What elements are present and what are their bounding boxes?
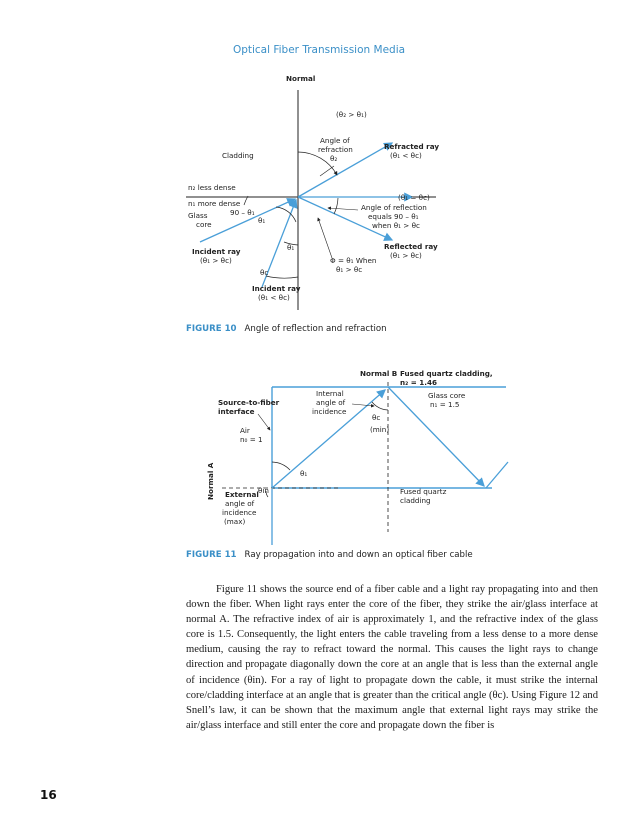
- fig11-normal-a: Normal A: [206, 462, 215, 500]
- fig10-theta1-b: θ₁: [287, 243, 295, 252]
- fig10-phi-line1: Φ = θ₁ When: [330, 256, 377, 265]
- fig10-incident-ray-1: Incident ray: [192, 247, 241, 256]
- body-text: [186, 582, 598, 733]
- fig10-theta2-gt-theta1: (θ₂ > θ₁): [336, 110, 367, 119]
- fig10-angle-reflection-2: equals 90 – θ₁: [368, 212, 419, 221]
- fig11-internal-1: Internal: [316, 389, 344, 398]
- fig10-incident-ray-2: Incident ray: [252, 284, 301, 293]
- fig11-fused-cladding-1: Fused quartz cladding,: [400, 369, 493, 378]
- fig10-angle-refraction-2: refraction: [318, 145, 353, 154]
- arc-theta1: [272, 462, 290, 470]
- leader-internal: [352, 404, 374, 406]
- fig11-source-2: interface: [218, 407, 255, 416]
- figure-11-caption-number: FIGURE 11: [186, 550, 237, 560]
- fig10-n2-less-dense: n₂ less dense: [188, 183, 236, 192]
- fig11-fused-quartz-1: Fused quartz: [400, 487, 447, 496]
- arc-thetac: [372, 402, 388, 410]
- page-number: 16: [40, 788, 57, 802]
- internal-ray-3: [486, 462, 508, 488]
- figure-10-caption-text: Angle of reflection and refraction: [244, 324, 387, 334]
- running-header: Optical Fiber Transmission Media: [232, 44, 406, 56]
- fig10-cladding: Cladding: [222, 151, 254, 160]
- fig10-theta1-a: θ₁: [258, 216, 266, 225]
- fig10-n1-more-dense: n₁ more dense: [188, 199, 241, 208]
- leader-reflection: [328, 208, 358, 210]
- fig10-theta2: θ₂: [330, 154, 338, 163]
- fig10-reflected-cond: (θ₁ > θc): [390, 251, 422, 260]
- fig11-theta-in: θin: [258, 486, 269, 495]
- fig10-refracted-cond: (θ₁ < θc): [390, 151, 422, 160]
- fig11-internal-3: incidence: [312, 407, 347, 416]
- fig11-external-3: incidence: [222, 508, 257, 517]
- fig10-theta1-eq-thetac: (θ₁ = θc): [398, 193, 430, 202]
- fig11-internal-2: angle of: [316, 398, 346, 407]
- fig10-refracted-ray: Refracted ray: [384, 142, 440, 151]
- fig11-fused-quartz-2: cladding: [400, 496, 431, 505]
- fig11-min: (min): [370, 425, 390, 434]
- fig10-thetac: θc: [260, 268, 269, 277]
- fig11-air: Air: [240, 426, 250, 435]
- figure-10-caption-number: FIGURE 10: [186, 324, 237, 334]
- fig11-air-n: n₀ = 1: [240, 435, 263, 444]
- figure-11-caption: [186, 550, 473, 560]
- fig10-phi-line2: θ₁ > θc: [336, 265, 363, 274]
- fig10-90-minus-theta1: 90 – θ₁: [230, 208, 255, 217]
- fig10-reflected-ray: Reflected ray: [384, 242, 438, 251]
- figure-10-caption: [186, 324, 387, 334]
- leader-phi: [318, 218, 332, 258]
- fig10-glass: Glass: [188, 211, 208, 220]
- figure-11-caption-text: Ray propagation into and down an optical fiber cable: [244, 550, 473, 560]
- fig11-thetac: θc: [372, 413, 381, 422]
- fig11-max: (max): [224, 517, 246, 526]
- fig10-angle-reflection-3: when θ₁ > θc: [372, 221, 420, 230]
- leader-source: [258, 414, 270, 430]
- fig10-normal: Normal: [286, 74, 316, 83]
- fig10-angle-refraction-1: Angle of: [320, 136, 350, 145]
- arc-reflection: [334, 198, 338, 214]
- fig11-external-1: External: [225, 490, 259, 499]
- fig10-incident-ray-1-cond: (θ₁ > θc): [200, 256, 232, 265]
- fig11-glass-core-n: n₁ = 1.5: [430, 400, 460, 409]
- fig10-core: core: [196, 220, 212, 229]
- arc-thetac: [266, 276, 298, 278]
- fig11-fused-cladding-2: n₂ = 1.46: [400, 378, 438, 387]
- leader-refraction: [320, 166, 334, 176]
- figure-10: [186, 74, 439, 310]
- fig10-incident-ray-2-cond: (θ₁ < θc): [258, 293, 290, 302]
- body-paragraph: Figure 11 shows the source end of a fiber cable and a light ray propagating into and then down the fiber. When light rays enter the core of the fiber, they strike the air/glass interface at normal A. The refractive index of air is approximately 1, and the refractive index of the glass core is 1.5. Consequently, the light enters the cable traveling from a less dense to a more dense medium, causing the ray to refract toward the normal. This causes the light rays to change direction and propagate diagonally down the core at an angle that is less than the external angle of incidence (θin). For a ray of light to propagate down the cable, it must strike the internal core/cladding interface at an angle that is greater than the critical angle (θc). Using Figure 12 and Snell’s law, it can be shown that the maximum angle that external light rays may strike the air/glass interface and still enter the core and propagate down the fiber is: [186, 584, 598, 731]
- fig11-normal-b: Normal B: [360, 369, 398, 378]
- fig11-external-2: angle of: [225, 499, 255, 508]
- figure-11: [206, 369, 508, 545]
- fig11-theta1: θ₁: [300, 469, 308, 478]
- fig11-source-1: Source-to-fiber: [218, 398, 280, 407]
- fig11-glass-core: Glass core: [428, 391, 466, 400]
- fig10-angle-reflection-1: Angle of reflection: [361, 203, 427, 212]
